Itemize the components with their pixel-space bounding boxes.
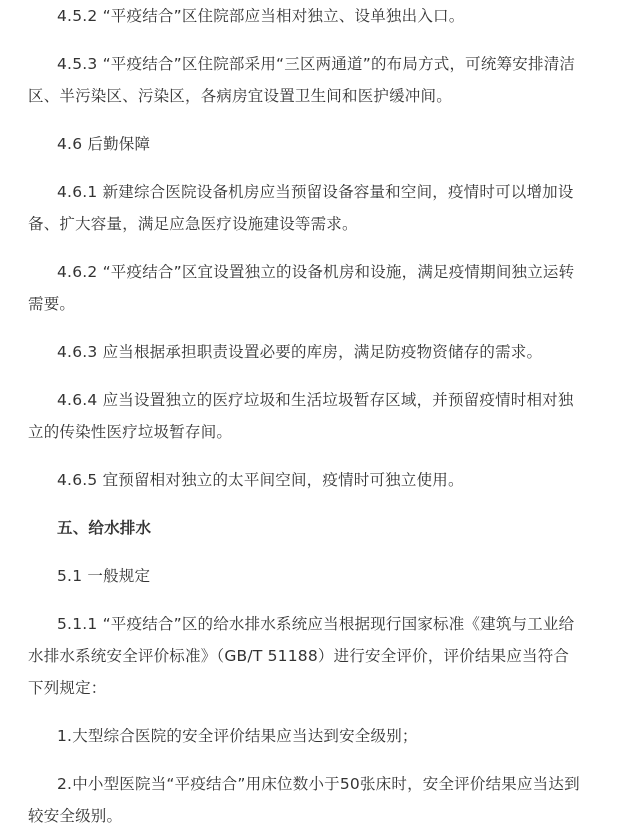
- paragraph-4-6-1: 4.6.1 新建综合医院设备机房应当预留设备容量和空间，疫情时可以增加设备、扩大容量，满足应急医疗设施建设等需求。: [28, 183, 574, 233]
- section-heading-4-6: 4.6 后勤保障: [57, 135, 151, 153]
- paragraph-4-6-4: 4.6.4 应当设置独立的医疗垃圾和生活垃圾暂存区域，并预留疫情时相对独立的传染性医疗垃圾暂存间。: [28, 391, 574, 441]
- list-item-1: 1.大型综合医院的安全评价结果应当达到安全级别；: [57, 727, 418, 745]
- paragraph-4-6-5: 4.6.5 宜预留相对独立的太平间空间，疫情时可独立使用。: [57, 471, 464, 489]
- chapter-heading-5: 五、给水排水: [57, 519, 152, 537]
- paragraph-4-5-3: 4.5.3 “平疫结合”区住院部采用“三区两通道”的布局方式，可统筹安排清洁区、半污染区、污染区，各病房宜设置卫生间和医护缓冲间。: [28, 55, 576, 105]
- section-heading-5-1: 5.1 一般规定: [57, 567, 151, 585]
- paragraph-4-5-2: 4.5.2 “平疫结合”区住院部应当相对独立、设单独出入口。: [57, 7, 465, 25]
- list-item-2: 2.中小型医院当“平疫结合”用床位数小于50张床时，安全评价结果应当达到较安全级别。: [28, 775, 580, 825]
- paragraph-4-6-3: 4.6.3 应当根据承担职责设置必要的库房，满足防疫物资储存的需求。: [57, 343, 543, 361]
- paragraph-4-6-2: 4.6.2 “平疫结合”区宜设置独立的设备机房和设施，满足疫情期间独立运转需要。: [28, 263, 575, 313]
- paragraph-5-1-1: 5.1.1 “平疫结合”区的给水排水系统应当根据现行国家标准《建筑与工业给水排水系统安全评价标准》（GB/T 51188）进行安全评价，评价结果应当符合下列规定：: [28, 615, 575, 697]
